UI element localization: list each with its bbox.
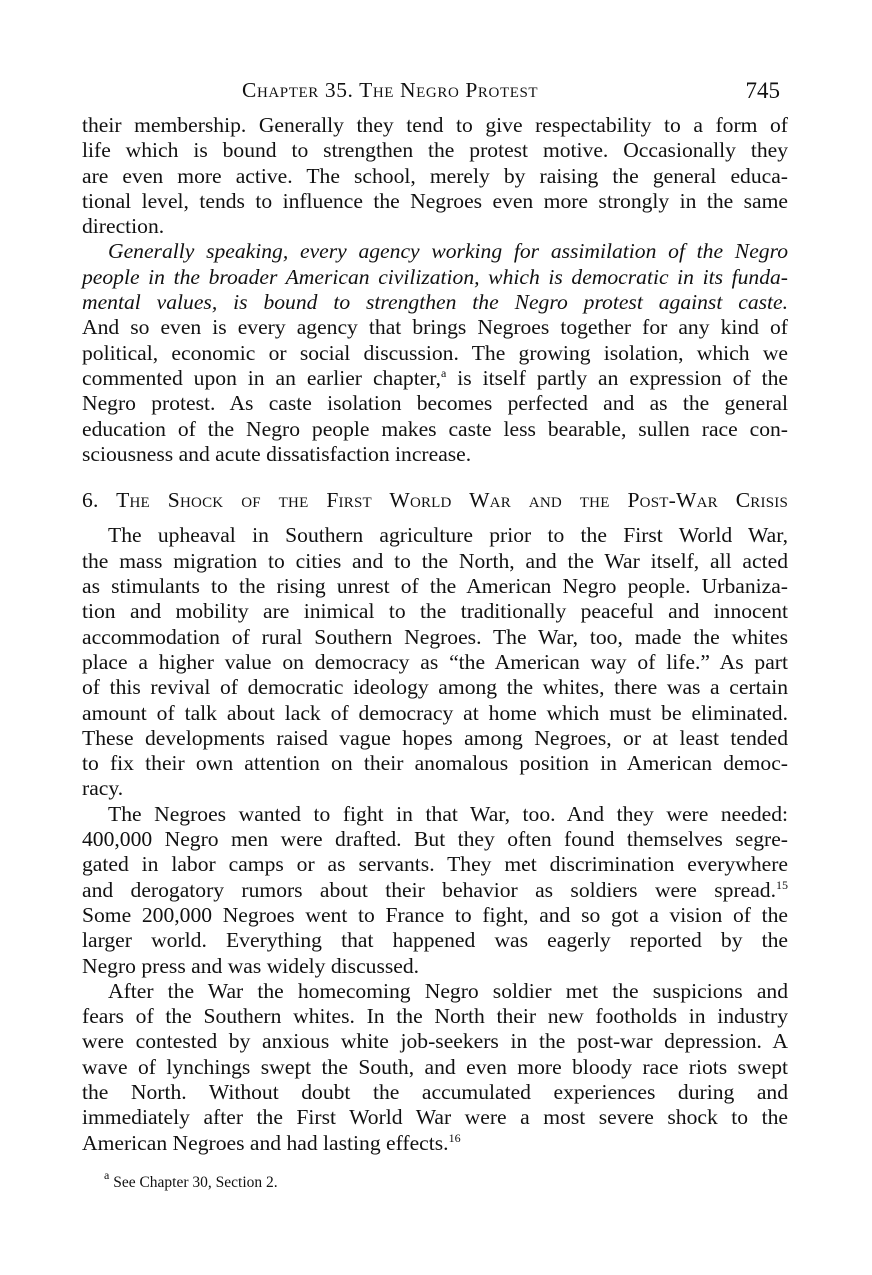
italic-text: people in the broader American civilization, which is democratic in its funda-: [82, 264, 788, 289]
page-number: 745: [745, 78, 780, 103]
text-run: commented upon in an earlier chapter,: [82, 365, 442, 390]
text-line: fears of the Southern whites. In the North their new footholds in industry: [82, 1004, 788, 1029]
text-line: to fix their own attention on their anomalous position in American democ-: [82, 751, 788, 776]
text-line: Some 200,000 Negroes went to France to fight, and so got a vision of the: [82, 902, 788, 927]
text-line: [82, 366, 788, 391]
running-head: Chapter 35. The Negro Protest: [242, 78, 539, 102]
footnote-reference: a: [441, 365, 447, 380]
paragraph: [82, 113, 788, 239]
text-line: And so even is every agency that brings Negroes together for any kind of: [82, 315, 788, 340]
text-line: [82, 1131, 788, 1156]
text-line: political, economic or social discussion. The growing isolation, which we: [82, 340, 788, 365]
text-run: is itself partly an expression of the: [446, 365, 788, 390]
text-line: gated in labor camps or as servants. They met discrimination everywhere: [82, 852, 788, 877]
text-line: life which is bound to strengthen the protest motive. Occasionally they: [82, 138, 788, 163]
text-run: American Negroes and had lasting effects.: [82, 1130, 449, 1155]
text-line: These developments raised vague hopes among Negroes, or at least tended: [82, 725, 788, 750]
section-heading: 6. The Shock of the First World War and the Post-War Crisis: [82, 488, 788, 513]
text-line: education of the Negro people makes caste less bearable, sullen race con-: [82, 416, 788, 441]
text-line: [82, 878, 788, 903]
text-line: direction.: [82, 214, 165, 239]
text-line: were contested by anxious white job-seekers in the post-war depression. A: [82, 1029, 788, 1054]
footnote: [82, 1167, 788, 1195]
paragraph: [82, 802, 788, 979]
text-line: Negro protest. As caste isolation becomes perfected and as the general: [82, 391, 788, 416]
text-line: [82, 290, 788, 315]
text-line: as stimulants to the rising unrest of the American Negro people. Urbaniza-: [82, 574, 788, 599]
text-line: Negro press and was widely discussed.: [82, 953, 420, 978]
footnote-text: See Chapter 30, Section 2.: [109, 1173, 278, 1191]
paragraph: [82, 523, 788, 801]
italic-text: Generally speaking, every agency working for assimilation of the Negro: [108, 239, 788, 264]
italic-text: mental values, is bound to strengthen the Negro protest against caste.: [82, 290, 788, 315]
text-line: [82, 265, 788, 290]
text-run: and derogatory rumors about their behavior as soldiers were spread.: [82, 877, 776, 902]
text-line: The upheaval in Southern agriculture prior to the First World War,: [108, 523, 788, 548]
paragraph: [82, 239, 788, 467]
footnote-mark: a: [104, 1167, 110, 1182]
text-line: tional level, tends to influence the Negroes even more strongly in the same: [82, 188, 788, 213]
text-line: The Negroes wanted to fight in that War, too. And they were needed:: [108, 801, 788, 826]
text-line: place a higher value on democracy as “the American way of life.” As part: [82, 649, 788, 674]
page-body: [82, 113, 788, 1195]
footnote-reference: 15: [776, 877, 788, 892]
footnote-reference: 16: [448, 1130, 461, 1145]
text-line: accommodation of rural Southern Negroes. The War, too, made the whites: [82, 624, 788, 649]
text-line: immediately after the First World War were a most severe shock to the: [82, 1105, 788, 1130]
text-line: their membership. Generally they tend to give respectability to a form of: [82, 113, 788, 137]
text-line: 400,000 Negro men were drafted. But they often found themselves segre-: [82, 827, 788, 852]
text-line: sciousness and acute dissatisfaction increase.: [82, 441, 472, 466]
text-line: After the War the homecoming Negro soldier met the suspicions and: [108, 978, 788, 1003]
page-header: [82, 76, 788, 110]
text-line: of this revival of democratic ideology among the whites, there was a certain: [82, 675, 788, 700]
text-line: larger world. Everything that happened was eagerly reported by the: [82, 928, 788, 953]
text-line: amount of talk about lack of democracy at home which must be eliminated.: [82, 700, 788, 725]
text-line: tion and mobility are inimical to the traditionally peaceful and innocent: [82, 599, 788, 624]
text-line: the mass migration to cities and to the North, and the War itself, all acted: [82, 548, 788, 573]
text-line: [82, 239, 788, 264]
paragraph: [82, 979, 788, 1156]
text-line: the North. Without doubt the accumulated experiences during and: [82, 1079, 788, 1104]
spacer: [82, 1156, 788, 1170]
text-line: wave of lynchings swept the South, and even more bloody race riots swept: [82, 1054, 788, 1079]
text-line: are even more active. The school, merely by raising the general educa-: [82, 163, 788, 188]
text-line: racy.: [82, 776, 124, 801]
